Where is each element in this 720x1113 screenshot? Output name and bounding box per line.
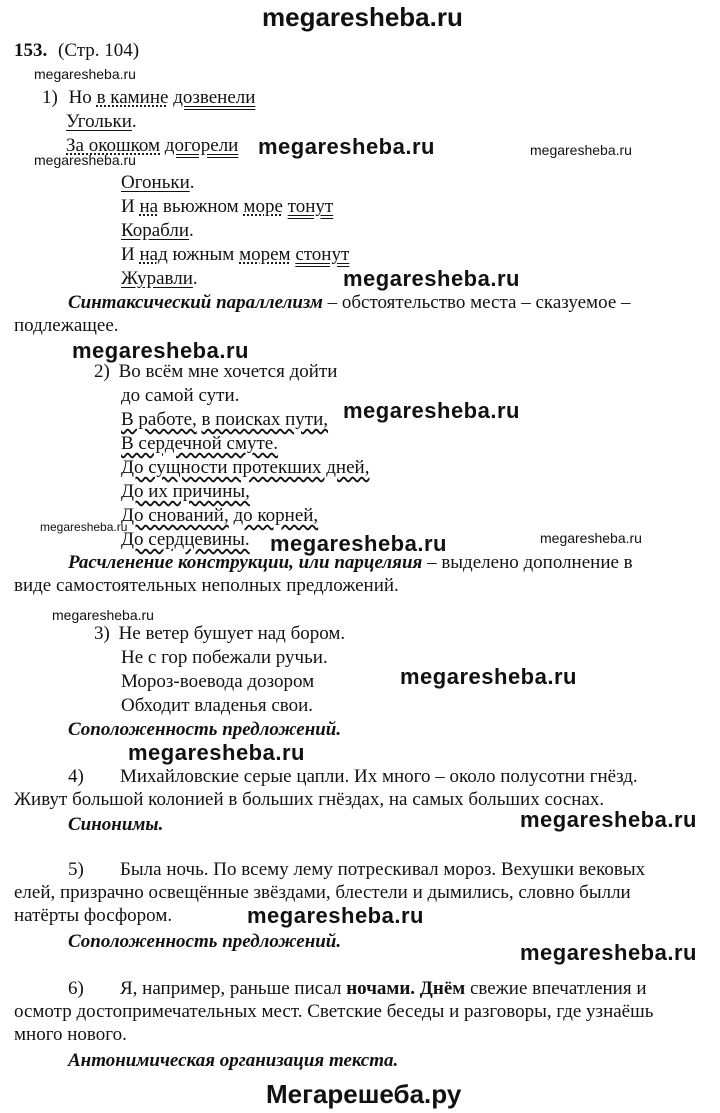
ex1-desc-cont: подлежащее. <box>14 315 119 336</box>
ex1-line1 <box>42 86 255 109</box>
ex5-text-end: натёрты фосфором. <box>14 905 173 926</box>
site-header: megaresheba.ru <box>262 2 463 32</box>
watermark-big: megaresheba.ru <box>343 398 520 423</box>
ex1-word-adverbial: морем <box>239 244 291 265</box>
ex2-line8 <box>121 528 250 551</box>
site-footer: Мегарешеба.ру <box>266 1079 462 1109</box>
watermark-big: megaresheba.ru <box>128 740 305 765</box>
ex1-line6: Корабли. <box>121 220 194 241</box>
ex2-word-object: До сердцевины. <box>121 529 250 550</box>
ex1-word-adverbial: море <box>243 196 283 217</box>
ex6-text-end: много нового. <box>14 1024 127 1045</box>
ex5-text-cont: елей, призрачно освещённые звёздами, блестели и дымились, словно былли <box>14 882 631 903</box>
ex1-line3 <box>66 134 238 157</box>
ex1-term: Синтаксический параллелизм <box>68 292 323 313</box>
ex2-desc: – выделено дополнение в <box>422 552 633 573</box>
ex2-term: Расчленение конструкции, или парцеляия <box>68 552 423 573</box>
ex1-word-predicate: дозвенели <box>173 87 256 108</box>
ex1-word-subject: Огоньки <box>121 172 190 193</box>
ex6-paragraph <box>14 977 706 1046</box>
ex1-word-subject: Журавли <box>121 268 193 289</box>
ex6-text-cont: осмотр достопримечательных мест. Светские беседы и разговоры, где узнаёшь <box>14 1001 654 1022</box>
ex1-line4: Огоньки. <box>121 172 195 193</box>
ex4-text: Михайловские серые цапли. Их много – около полусотни гнёзд. <box>120 766 638 787</box>
ex6-text: свежие впечатления и <box>465 978 647 999</box>
item-number: 5) <box>68 859 84 880</box>
ex1-word-adverbial: на <box>139 196 159 217</box>
ex1-word: Но <box>68 87 92 108</box>
watermark-big: megaresheba.ru <box>400 664 577 689</box>
ex1-word-adverbial: За окошком <box>66 135 161 156</box>
watermark-big: megaresheba.ru <box>72 338 249 363</box>
item-number: 4) <box>68 766 84 787</box>
watermark-small: megaresheba.ru <box>34 152 136 168</box>
ex2-word-object: До их причины, <box>121 481 250 502</box>
ex1-word: И <box>121 244 135 265</box>
ex1-desc: – обстоятельство места – сказуемое – <box>322 292 631 313</box>
ex2-line6 <box>121 480 250 503</box>
ex3-term: Соположенность предложений. <box>68 719 342 740</box>
ex4-text-cont: Живут большой колонией в больших гнёздах, на самых больших соснах. <box>14 789 605 810</box>
ex1-word: южным <box>172 244 235 265</box>
watermark-small: megaresheba.ru <box>34 66 136 82</box>
ex6-text: Я, например, раньше писал <box>120 978 347 999</box>
ex2-explanation <box>14 551 706 597</box>
ex2-word-object: в поисках пути, <box>201 409 329 430</box>
ex4-paragraph <box>14 765 706 811</box>
watermark-big: megaresheba.ru <box>247 903 424 928</box>
ex1-word-predicate: тонут <box>287 196 334 217</box>
ex4-term: Синонимы. <box>68 814 164 835</box>
watermark-big: megaresheba.ru <box>258 134 435 159</box>
ex3-line3: Мороз-воевода дозором <box>121 671 315 692</box>
ex1-word: вьюжном <box>162 196 239 217</box>
ex1-line2: Угольки. <box>66 111 137 132</box>
ex3-text: Не ветер бушует над бором. <box>118 623 346 644</box>
ex6-term: Антонимическая организация текста. <box>68 1050 399 1071</box>
ex1-explanation <box>14 291 706 337</box>
ex3-line4: Обходит владенья свои. <box>121 695 314 716</box>
ex1-line8: Журавли. <box>121 268 198 289</box>
watermark-small: megaresheba.ru <box>530 142 632 158</box>
watermark-small: megaresheba.ru <box>540 530 642 546</box>
ex5-term: Соположенность предложений. <box>68 931 342 952</box>
task-heading <box>14 39 139 62</box>
ex2-word-object: до корней, <box>233 505 319 526</box>
watermark-small: megaresheba.ru <box>40 520 128 534</box>
ex2-word-object: В работе, <box>121 409 197 430</box>
page-reference: (Стр. 104) <box>58 40 140 61</box>
ex2-line2: до самой сути. <box>121 385 240 406</box>
ex1-word-predicate: догорели <box>164 135 239 156</box>
watermark-big: megaresheba.ru <box>270 531 447 556</box>
ex2-line7 <box>121 504 318 527</box>
ex5-text: Была ночь. По всему лему потрескивал мороз. Вехушки вековых <box>120 859 646 880</box>
ex3-line1 <box>94 622 345 645</box>
ex2-line5 <box>121 456 369 479</box>
item-number: 6) <box>68 978 84 999</box>
ex1-word-predicate: стонут <box>295 244 350 265</box>
ex1-word-adverbial: над <box>139 244 168 265</box>
ex1-word-subject: Угольки <box>66 111 132 132</box>
ex2-line3 <box>121 408 328 431</box>
ex6-bold-word: ночами. <box>346 978 416 999</box>
ex1-word-adverbial: в камине <box>96 87 169 108</box>
ex3-line2: Не с гор побежали ручьи. <box>121 647 328 668</box>
ex1-line7 <box>121 243 349 266</box>
ex1-word-subject: Корабли <box>121 220 190 241</box>
ex2-word-object: До сущности протекших дней, <box>121 457 370 478</box>
watermark-big: megaresheba.ru <box>520 807 697 832</box>
item-number: 1) <box>42 87 58 108</box>
watermark-big: megaresheba.ru <box>520 940 697 965</box>
watermark-small: megaresheba.ru <box>52 607 154 623</box>
item-number: 3) <box>94 623 110 644</box>
item-number: 2) <box>94 361 110 382</box>
ex2-word-object: До снований, <box>121 505 229 526</box>
task-number: 153. <box>14 40 48 61</box>
ex2-desc-cont: виде самостоятельных неполных предложений. <box>14 575 399 596</box>
watermark-big: megaresheba.ru <box>343 266 520 291</box>
ex1-word: И <box>121 196 135 217</box>
ex2-word-object: В сердечной смуте. <box>121 433 278 454</box>
ex2-line1 <box>94 360 337 383</box>
ex2-line4 <box>121 432 278 455</box>
ex6-bold-word: Днём <box>419 978 466 999</box>
ex1-line5 <box>121 195 333 218</box>
ex2-text: Во всём мне хочется дойти <box>118 361 338 382</box>
